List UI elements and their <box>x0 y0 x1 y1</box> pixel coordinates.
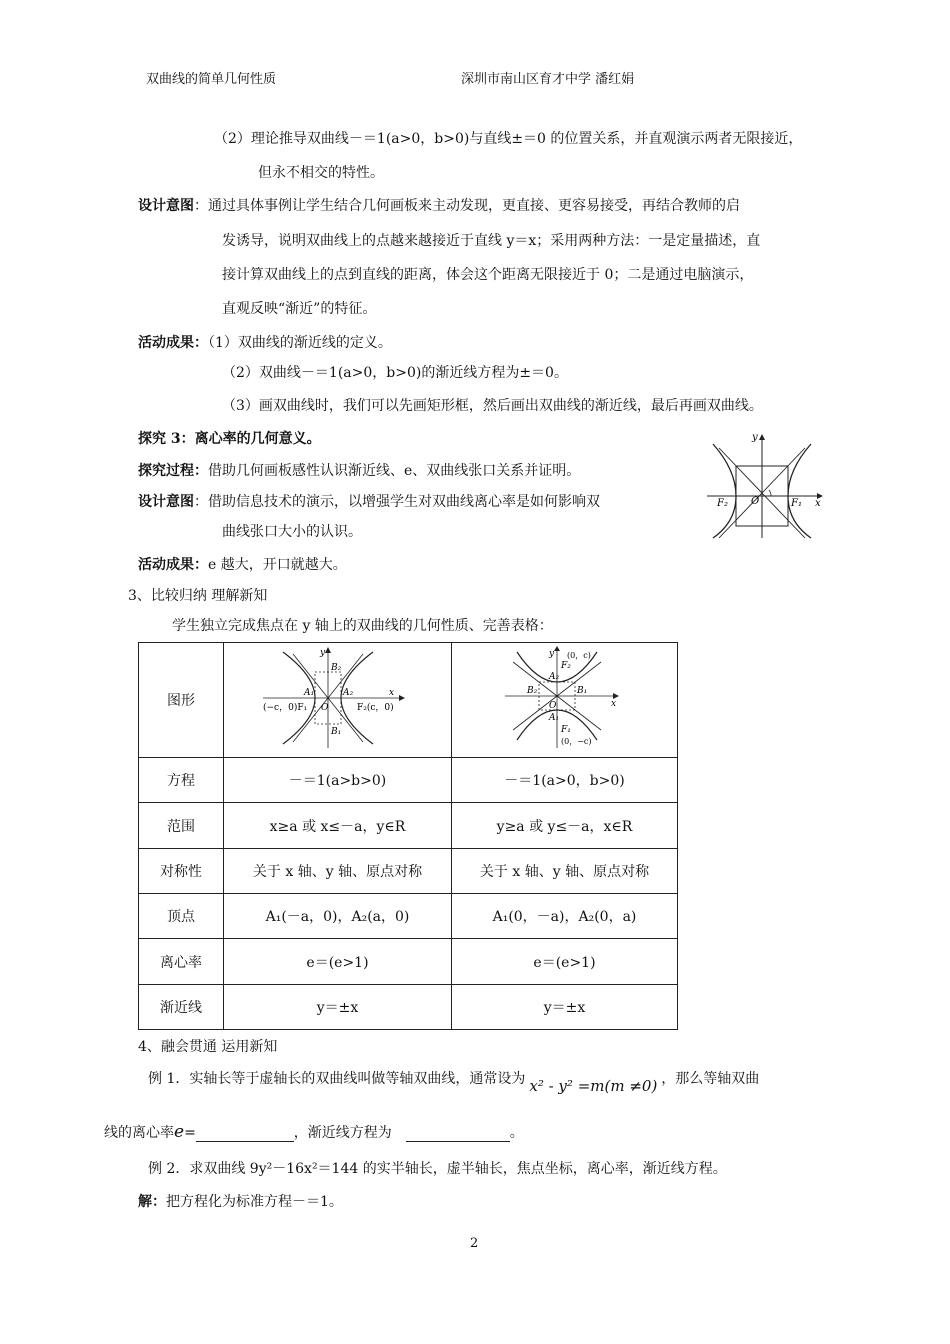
explore3-outcome: 活动成果：e 越大，开口就越大。 <box>138 557 347 573</box>
table-row <box>139 894 678 939</box>
fig-y-label: y <box>752 432 758 443</box>
hyperbola-y-focus-diagram <box>505 646 625 750</box>
table-cell: A₁(－a，0)，A₂(a，0) <box>224 894 452 939</box>
svg-text:A₁: A₁ <box>548 713 559 723</box>
svg-text:F₂(c，0): F₂(c，0) <box>356 703 394 713</box>
svg-text:B₁: B₁ <box>576 686 587 696</box>
table-cell: e＝(e>1) <box>452 939 678 985</box>
table-cell: A₁(0，－a)，A₂(0，a) <box>452 894 678 939</box>
svg-text:(0，−c): (0，−c) <box>560 737 592 746</box>
section4-title: 4、融会贯通 运用新知 <box>138 1039 278 1055</box>
fig-x-label: x <box>815 498 821 509</box>
outcome1-label: 活动成果： <box>138 335 208 351</box>
svg-text:F₁: F₁ <box>560 725 571 735</box>
hyperbola-x-focus-diagram <box>263 646 413 750</box>
svg-text:x: x <box>388 688 394 698</box>
design1-line1: 设计意图：通过具体事例让学生结合几何画板来主动发现，更直接、更容易接受，再结合教师的启 <box>138 198 740 214</box>
solution-line: 解：把方程化为标准方程－＝1。 <box>138 1194 343 1210</box>
figure-y-axis-hyperbola <box>452 643 678 758</box>
svg-text:y: y <box>319 648 325 658</box>
eccentricity-symbol: e <box>174 1122 185 1142</box>
svg-text:O: O <box>320 703 328 713</box>
asymptote-blank <box>406 1125 510 1142</box>
table-cell: 关于 x 轴、y 轴、原点对称 <box>452 849 678 894</box>
svg-text:B₁: B₁ <box>330 727 341 737</box>
table-row-label: 顶点 <box>139 894 224 939</box>
table-cell: e＝(e>1) <box>224 939 452 985</box>
section3-title: 3、比较归纳 理解新知 <box>128 588 268 604</box>
explore3-design-line1: 设计意图：借助信息技术的演示，以增强学生对双曲线离心率是如何影响双 <box>138 494 600 510</box>
example1-line2: 线的离心率e= ，渐近线方程为 。 <box>104 1122 524 1142</box>
table-cell: y＝±x <box>452 985 678 1030</box>
explore3-title: 探究 3：离心率的几何意义。 <box>138 431 321 447</box>
section3-intro: 学生独立完成焦点在 y 轴上的双曲线的几何性质、完善表格： <box>172 618 553 634</box>
page-number: 2 <box>470 1236 479 1251</box>
svg-text:A₁: A₁ <box>303 688 314 698</box>
table-row <box>139 985 678 1030</box>
figure-x-axis-hyperbola <box>224 643 452 758</box>
table-row-label: 离心率 <box>139 939 224 985</box>
table-row <box>139 803 678 849</box>
svg-text:x: x <box>610 699 616 709</box>
svg-text:O: O <box>548 701 556 711</box>
header-author: 深圳市南山区育才中学 潘红娟 <box>461 72 635 87</box>
svg-text:A₂: A₂ <box>548 672 559 682</box>
eccentricity-blank <box>196 1125 294 1142</box>
fig-f1-label: F₁ <box>791 498 802 509</box>
example1-formula: x² - y² =m(m ≠0) <box>529 1077 658 1095</box>
svg-text:B₂: B₂ <box>330 663 341 673</box>
svg-text:(−c，0)F₁: (−c，0)F₁ <box>262 703 307 713</box>
svg-text:y: y <box>548 649 554 659</box>
design1-line4: 直观反映“渐近”的特征。 <box>222 301 377 317</box>
table-row <box>139 849 678 894</box>
design1-line2: 发诱导，说明双曲线上的点越来越接近于直线 y＝x；采用两种方法：一是定量描述，直 <box>222 233 761 249</box>
header-title: 双曲线的简单几何性质 <box>146 72 277 87</box>
hyperbola-figure-explore3 <box>705 430 825 542</box>
table-cell: －＝1(a>0，b>0) <box>452 758 678 803</box>
table-cell: －＝1(a>b>0) <box>224 758 452 803</box>
svg-text:B₂: B₂ <box>526 686 537 696</box>
design1-line3: 接计算双曲线上的点到直线的距离，体会这个距离无限接近于 0；二是通过电脑演示， <box>222 267 754 283</box>
table-cell: x≥a 或 x≤－a，y∈R <box>224 803 452 849</box>
svg-text:F₂: F₂ <box>560 661 571 671</box>
example2: 例 2．求双曲线 9y²－16x²＝144 的实半轴长，虚半轴长，焦点坐标，离心率，渐近线方程。 <box>148 1161 727 1177</box>
outcome1-item3: （3）画双曲线时，我们可以先画矩形框，然后画出双曲线的渐近线，最后再画双曲线。 <box>222 398 763 414</box>
para1-line1: （2）理论推导双曲线－＝1(a>0，b>0)与直线±＝0 的位置关系，并直观演示两者无限接近， <box>214 131 803 147</box>
table-cell: y＝±x <box>224 985 452 1030</box>
table-row-label: 对称性 <box>139 849 224 894</box>
outcome1-item2: （2）双曲线－＝1(a>0，b>0)的渐近线方程为±＝0。 <box>222 365 568 381</box>
svg-text:A₂: A₂ <box>342 688 353 698</box>
para1-line2: 但永不相交的特性。 <box>258 165 384 181</box>
fig-f2-label: F₂ <box>717 498 728 509</box>
properties-table <box>138 642 678 1030</box>
fig-origin-label: O <box>751 496 760 507</box>
outcome1-line1: 活动成果：（1）双曲线的渐近线的定义。 <box>138 335 392 351</box>
table-row-label: 渐近线 <box>139 985 224 1030</box>
explore3-process: 探究过程：借助几何画板感性认识渐近线、e、双曲线张口关系并证明。 <box>138 463 581 479</box>
solution-label: 解： <box>138 1194 166 1210</box>
design1-label: 设计意图 <box>138 198 194 214</box>
example1-line1: 例 1．实轴长等于虚轴长的双曲线叫做等轴双曲线，通常设为 x² - y² =m(m ≠0) ，那么等轴双曲 <box>148 1071 760 1095</box>
table-row-label: 方程 <box>139 758 224 803</box>
svg-text:(0，c): (0，c) <box>566 651 591 660</box>
table-cell: 关于 x 轴、y 轴、原点对称 <box>224 849 452 894</box>
table-cell: y≥a 或 y≤－a，x∈R <box>452 803 678 849</box>
table-row <box>139 939 678 985</box>
table-row-label: 图形 <box>139 643 224 758</box>
explore3-design-line2: 曲线张口大小的认识。 <box>222 524 362 540</box>
table-row <box>139 758 678 803</box>
table-row-label: 范围 <box>139 803 224 849</box>
table-row-figure <box>139 643 678 758</box>
